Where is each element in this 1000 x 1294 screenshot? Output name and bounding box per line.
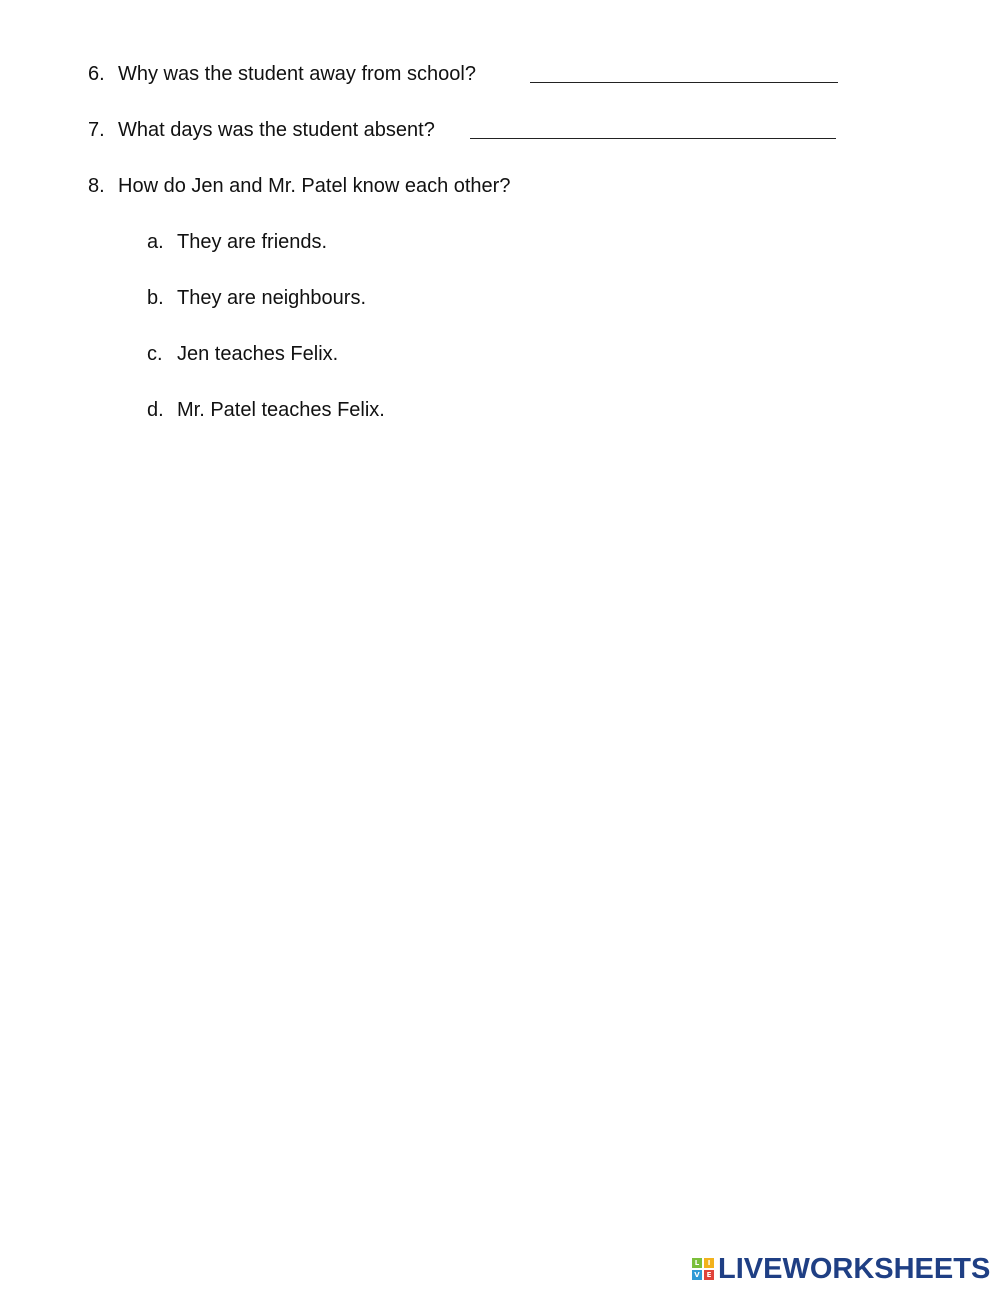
question-8: [88, 174, 510, 198]
option-letter: c.: [147, 343, 163, 365]
logo-mark-cell: I: [704, 1258, 714, 1268]
question-number: 6.: [88, 63, 105, 85]
option-text: Mr. Patel teaches Felix.: [177, 399, 385, 421]
logo-text: LIVEWORKSHEETS: [718, 1252, 991, 1285]
question-text: How do Jen and Mr. Patel know each other?: [118, 175, 511, 197]
answer-blank-6[interactable]: [530, 82, 838, 83]
liveworksheets-logo: [692, 1252, 990, 1286]
answer-blank-7[interactable]: [470, 138, 836, 139]
option-a[interactable]: [147, 230, 327, 254]
option-letter: b.: [147, 287, 164, 309]
logo-mark-cell: L: [692, 1258, 702, 1268]
question-6: [88, 62, 476, 86]
question-text: Why was the student away from school?: [118, 63, 476, 85]
option-b[interactable]: [147, 286, 366, 310]
logo-mark-cell: V: [692, 1270, 702, 1280]
question-text: What days was the student absent?: [118, 119, 435, 141]
option-text: Jen teaches Felix.: [177, 343, 339, 365]
question-number: 8.: [88, 175, 105, 197]
option-letter: d.: [147, 399, 164, 421]
option-text: They are friends.: [177, 231, 328, 253]
option-c[interactable]: [147, 342, 338, 366]
question-7: [88, 118, 435, 142]
option-text: They are neighbours.: [177, 287, 367, 309]
logo-mark-icon: [692, 1258, 714, 1280]
option-letter: a.: [147, 231, 164, 253]
question-number: 7.: [88, 119, 105, 141]
option-d[interactable]: [147, 398, 385, 422]
logo-mark-cell: E: [704, 1270, 714, 1280]
